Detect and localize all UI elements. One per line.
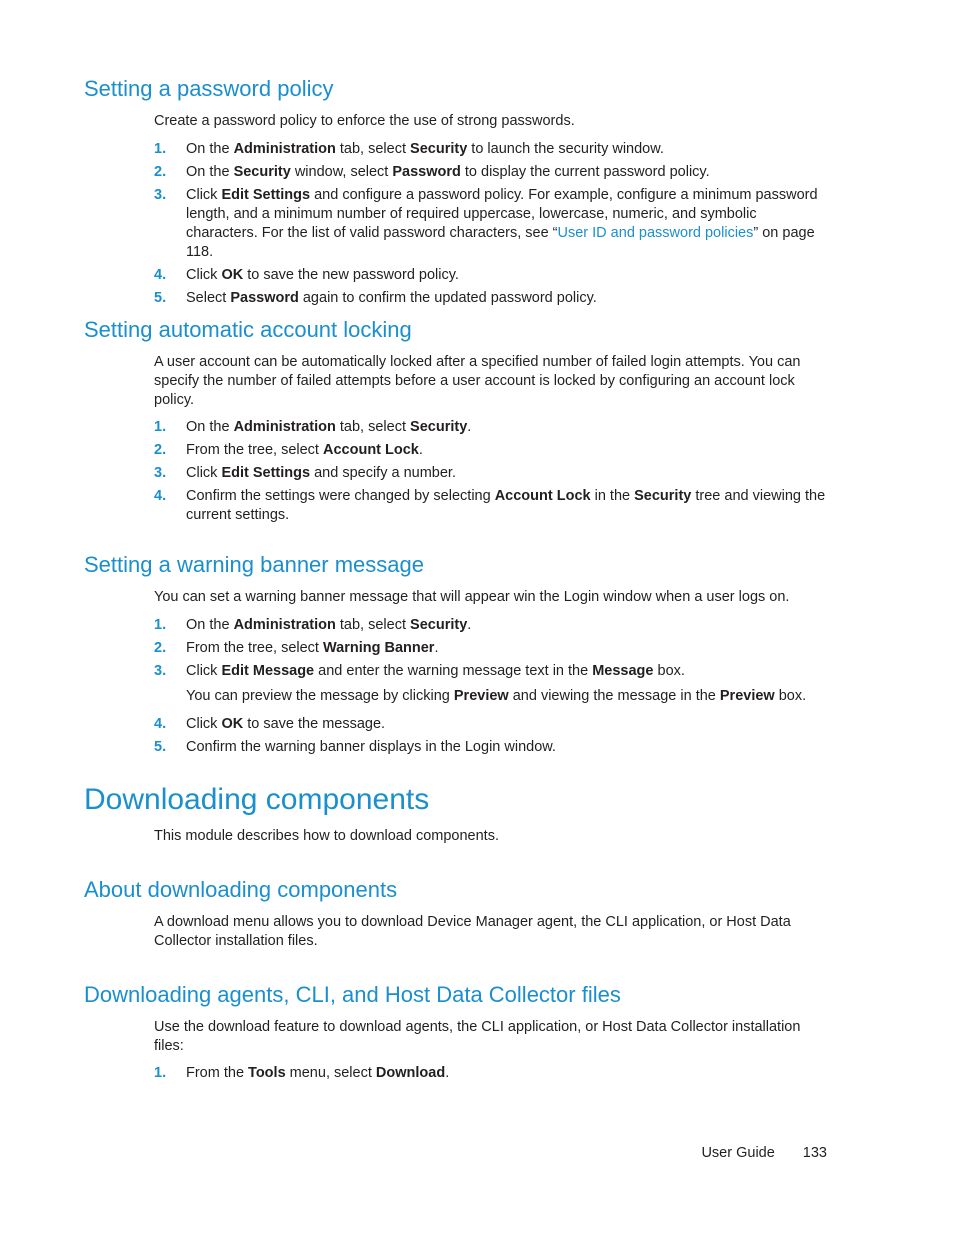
list-item: 3. Click Edit Settings and configure a password policy. For example, configure a minimum password length, and a minimum number of required uppercase, lowercase, numeric, and symbolic characters. For the list of valid password characters, see “User ID and password policies” on page 118. (154, 187, 818, 260)
list-item: 3. Click Edit Settings and specify a number. (154, 465, 456, 481)
section-heading-downloading-files: Downloading agents, CLI, and Host Data Collector files (84, 982, 621, 1007)
downloading-files-intro: Use the download feature to download agents, the CLI application, or Host Data Collector installation files: (154, 1019, 801, 1054)
account-locking-intro: A user account can be automatically locked after a specified number of failed login attempts. You can specify the number of failed attempts before a user account is locked by configuring an account lock policy. (154, 354, 801, 408)
step-note: You can preview the message by clicking Preview and viewing the message in the Preview box. (186, 688, 807, 704)
account-locking-steps (154, 418, 830, 529)
page-footer (701, 1145, 827, 1161)
list-item: 3. Click Edit Message and enter the warning message text in the Message box. You can preview the message by clicking Preview and viewing the message in the Preview box. (154, 662, 830, 706)
downloading-files-steps (154, 1064, 830, 1087)
list-item: 4. Click OK to save the message. (154, 716, 386, 732)
password-policy-intro: Create a password policy to enforce the use of strong passwords. (154, 113, 575, 129)
warning-banner-steps (154, 616, 830, 761)
list-item: 1. On the Administration tab, select Security to launch the security window. (154, 141, 664, 157)
list-item: 1. From the Tools menu, select Download. (154, 1065, 450, 1081)
about-downloading-intro: A download menu allows you to download Device Manager agent, the CLI application, or Host Data Collector installation files. (154, 914, 791, 949)
cross-reference-link[interactable]: User ID and password policies (557, 225, 754, 241)
list-item: 4. Confirm the settings were changed by selecting Account Lock in the Security tree and viewing the current settings. (154, 488, 826, 523)
chapter-heading: Downloading components (84, 783, 430, 816)
section-heading-account-locking: Setting automatic account locking (84, 317, 412, 342)
chapter-intro: This module describes how to download components. (154, 828, 499, 844)
section-heading-password-policy: Setting a password policy (84, 76, 334, 101)
section-heading-about-downloading: About downloading components (84, 877, 398, 902)
list-item: 1. On the Administration tab, select Security. (154, 419, 472, 435)
list-item: 4. Click OK to save the new password policy. (154, 267, 459, 283)
list-item: 5. Select Password again to confirm the updated password policy. (154, 290, 597, 306)
list-item: 2. From the tree, select Account Lock. (154, 442, 423, 458)
footer-label: User Guide (701, 1145, 775, 1161)
page-number: 133 (802, 1145, 827, 1161)
list-item: 1. On the Administration tab, select Security. (154, 617, 472, 633)
list-item: 2. On the Security window, select Password to display the current password policy. (154, 164, 710, 180)
section-heading-warning-banner: Setting a warning banner message (84, 552, 424, 577)
password-policy-steps (154, 140, 830, 312)
list-item: 2. From the tree, select Warning Banner. (154, 640, 439, 656)
warning-banner-intro: You can set a warning banner message that will appear win the Login window when a user logs on. (154, 589, 790, 605)
list-item: 5. Confirm the warning banner displays in the Login window. (154, 739, 556, 755)
